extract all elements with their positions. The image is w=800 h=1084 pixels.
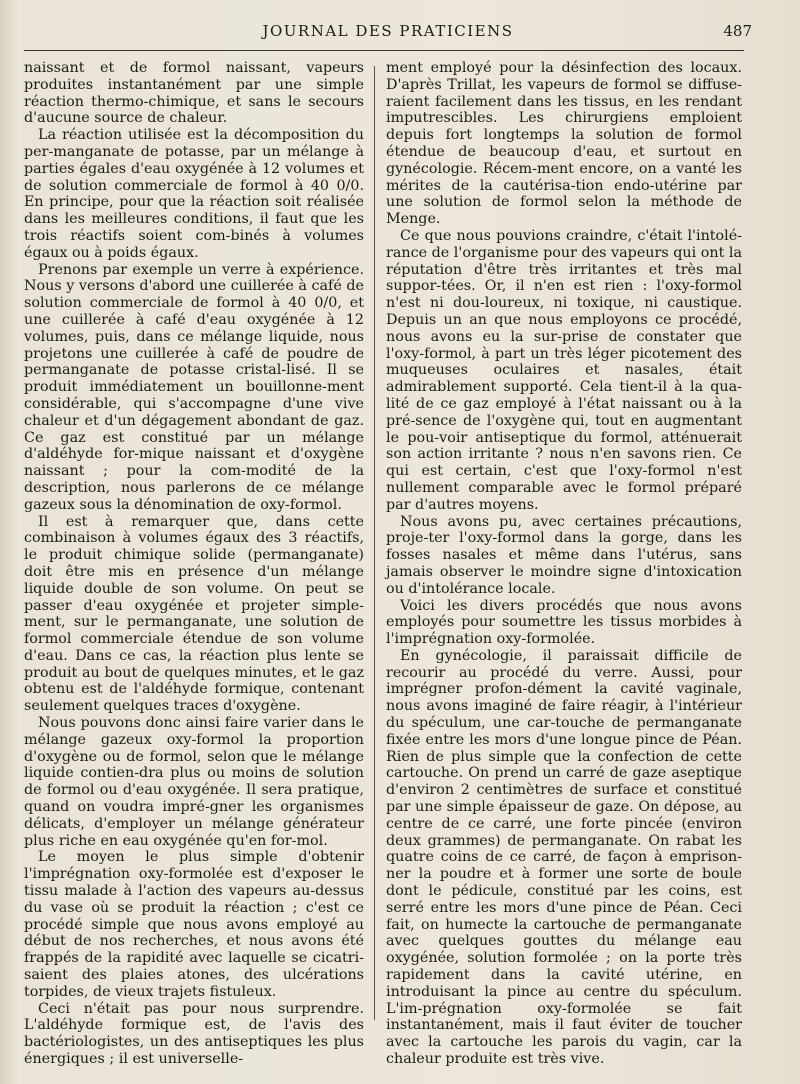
paragraph: Prenons par exemple un verre à expérience. Nous y versons d'abord une cuillerée à café de solution commerciale de formol à 40 0/0, et une cuillerée à café d'eau oxygénée à 12 volumes, puis, dans ce mélange liquide, nous projetons une cuillerée à café de poudre de permanganate de potasse cristal-lisé. Il se produit immédiatement un bouillonne-ment considérable, qui s'accompagne d'une vive chaleur et d'un dégagement abondant de gaz. Ce gaz est constitué par un mélange d'aldéhyde for-mique naissant et d'oxygène naissant ; pour la com-modité de la description, nous parlerons de ce mélange gazeux sous la dénomination de oxy-formol. bbox=[24, 261, 364, 513]
header-rule bbox=[24, 50, 744, 51]
paragraph: Ceci n'était pas pour nous surprendre. L'aldéhyde formique est, de l'avis des bactériologistes, un des antiseptiques les plus énergiques ; il est universelle- bbox=[24, 1000, 364, 1068]
column-divider bbox=[374, 66, 375, 1020]
paragraph: La réaction utilisée est la décomposition du per-manganate de potasse, par un mélange à parties égales d'eau oxygénée à 12 volumes et de solution commerciale de formol à 40 0/0. En principe, pour que la réaction soit réalisée dans les meilleures conditions, il faut que les trois réactifs soient com-binés à volumes égaux ou à poids égaux. bbox=[24, 127, 364, 261]
page-number: 487 bbox=[723, 22, 752, 40]
paragraph: En gynécologie, il paraissait difficile de recourir au procédé du verre. Aussi, pour imprégner profon-dément la cavité vaginale, nous avons imaginé de faire réagir, à l'intérieur du spéculum, une car-touche de permanganate fixée entre les mors d'une longue pince de Péan. Rien de plus simple que la confection de cette cartouche. On prend un carré de gaze aseptique d'environ 2 centimètres de surface et constitué par une simple épaisseur de gaze. On dépose, au centre de ce carré, une forte pincée (environ deux grammes) de permanganate. On rabat les quatre coins de ce carré, de façon à emprison-ner la poudre et à former une sorte de boule dont le pédicule, constitué par les coins, est serré entre les mors d'une pince de Péan. Ceci fait, on humecte la cartouche de permanganate avec quelques gouttes du mélange eau oxygénée, solution formolée ; on la porte très rapidement dans la cavité utérine, en introduisant la pince au centre du spéculum. L'im-prégnation oxy-formolée se fait instantanément, mais il faut éviter de toucher avec la cartouche les parois du vagin, car la chaleur produite est très vive. bbox=[386, 647, 742, 1068]
paragraph: Voici les divers procédés que nous avons employés pour soumettre les tissus morbides à l'imprégnation oxy-formolée. bbox=[386, 597, 742, 648]
paragraph: Nous pouvons donc ainsi faire varier dans le mélange gazeux oxy-formol la proportion d'oxygène ou de formol, selon que le mélange liquide contien-dra plus ou moins de solution de formol ou d'eau oxygénée. Il sera pratique, quand on voudra impré-gner les organismes délicats, d'employer un mélange générateur plus riche en eau oxygénée qu'en for-mol. bbox=[24, 715, 364, 849]
paragraph: Nous avons pu, avec certaines précautions, proje-ter l'oxy-formol dans la gorge, dans les fosses nasales et même dans l'utérus, sans jamais observer le moindre signe d'intoxication ou d'intolérance locale. bbox=[386, 513, 742, 597]
paragraph: Ce que nous pouvions craindre, c'était l'intolé-rance de l'organisme pour des vapeurs qui ont la réputation d'être très irritantes et très mal suppor-tées. Or, il n'en est rien : l'oxy-formol n'est ni dou-loureux, ni toxique, ni caustique. Depuis un an que nous employons ce procédé, nous avons eu la sur-prise de constater que l'oxy-formol, à part un très léger picotement des muqueuses oculaires et nasales, était admirablement supporté. Cela tient-il à la qua-lité de ce gaz employé à l'état naissant ou à la pré-sence de l'oxygène qui, tout en augmentant le pou-voir antiseptique du formol, atténuerait son action irritante ? nous n'en savons rien. Ce qui est certain, c'est que l'oxy-formol n'est nullement comparable avec le formol préparé par d'autres moyens. bbox=[386, 227, 742, 513]
page-header bbox=[24, 22, 752, 44]
paragraph: Il est à remarquer que, dans cette combinaison à volumes égaux des 3 réactifs, le produit chimique solide (permanganate) doit être mis en présence d'un mélange liquide double de son volume. On peut se passer d'eau oxygénée et projeter simple-ment, sur le permanganate, une solution de formol commerciale étendue de son volume d'eau. Dans ce cas, la réaction plus lente se produit au bout de quelques minutes, et le gaz obtenu est de l'aldéhyde formique, contenant seulement quelques traces d'oxygène. bbox=[24, 513, 364, 715]
paragraph: Le moyen le plus simple d'obtenir l'imprégnation oxy-formolée est d'exposer le tissu malade à l'action des vapeurs au-dessus du vase où se produit la réaction ; c'est ce procédé simple que nous avons employé au début de nos recherches, et nous avons été frappés de la rapidité avec laquelle se cicatri-saient des plaies atones, des ulcérations torpides, de vieux trajets fistuleux. bbox=[24, 849, 364, 1000]
left-column bbox=[24, 60, 364, 1068]
running-title: JOURNAL DES PRATICIENS bbox=[262, 22, 514, 40]
paragraph: naissant et de formol naissant, vapeurs produites instantanément par une simple réaction thermo-chimique, et sans le secours d'aucune source de chaleur. bbox=[24, 60, 364, 127]
right-column bbox=[386, 60, 742, 1068]
paragraph: ment employé pour la désinfection des locaux. D'après Trillat, les vapeurs de formol se diffuse-raient facilement dans les tissus, en les rendant imputrescibles. Les chirurgiens emploient depuis fort longtemps la solution de formol étendue de beaucoup d'eau, et surtout en gynécologie. Récem-ment encore, on a vanté les mérites de la cautérisa-tion endo-utérine par une solution de formol selon la méthode de Menge. bbox=[386, 60, 742, 228]
